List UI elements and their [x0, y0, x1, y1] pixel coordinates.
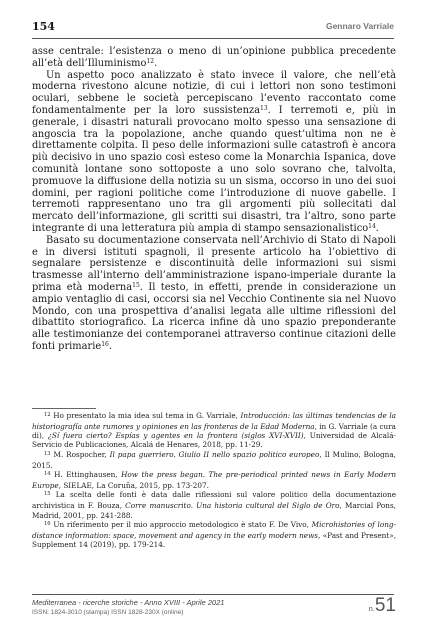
footnote-text: , Marcial Pons, Madrid, 2001, pp. 241-288. [32, 501, 396, 520]
main-text [32, 46, 396, 353]
journal-title: Mediterranea - ricerche storiche - Anno XVIII - Aprile 2021 [32, 598, 225, 607]
footnote-text: Un riferimento per il mio approccio metodologico è stato F. De Vivo, [53, 519, 312, 529]
footnote-title: Introducción: las últimas tendencias de la historiografía ante rumores y opiniones en las fronteras de la Edad Moderna [32, 411, 396, 432]
footer-rule [32, 594, 394, 595]
issn-line: ISSN: 1824-3010 (stampa) ISSN 1828-230X (online) [32, 609, 184, 616]
paragraph-2-text-a: Un aspetto poco analizzato è stato invece il valore, che nell’età moderna rivestono alcune notizie, di cui i lettori non sono testimoni oculari, sebbene le società percepiscano l’evento raccontato come fondamentalmente per la loro sussistenza [32, 69, 396, 116]
paragraph-2 [32, 70, 396, 235]
footnote-ref-15[interactable]: 15 [132, 281, 140, 289]
page-prefix: n. [368, 604, 375, 613]
footnote-15 [32, 490, 396, 519]
paragraph-3 [32, 235, 396, 353]
footnote-text: M. Rospocher, [53, 449, 110, 459]
footnote-text: , Universidad de Alcalá-Servicio de Publicaciones, Alcalá de Henares, 2018, pp. 11-29. [32, 431, 396, 450]
issue-page-number: 51 [374, 595, 396, 616]
page-header [32, 20, 394, 36]
footnote-12 [32, 411, 396, 450]
footnote-text: , SIELAE, La Coruña, 2015, pp. 173-207. [58, 481, 209, 491]
footnote-16 [32, 520, 396, 549]
paragraph-3-text-b: . Il testo, in effetti, prende in considerazione un ampio ventaglio di casi, occorsi sia nel Vecchio Continente sia nel Nuovo Mondo, con una prospettiva d’analisi legata alle ultime riflessioni del dibattito storiografico. La ricerca infine dà uno spazio preponderante alle testimonianze dei contemporanei attraverso continue citazioni delle fonti primarie [32, 281, 396, 352]
footnote-number: 13 [44, 450, 51, 457]
footnote-title: Corre manuscrito. Una historia cultural del Siglo de Oro [125, 501, 340, 511]
footnote-title: ¿Sí fuera cierto? Espías y agentes en la frontera (siglos XVI-XVII) [47, 431, 304, 441]
footnote-text: , in G. Varriale (a cura di), [32, 422, 397, 441]
header-rule [32, 38, 394, 39]
footnotes [32, 411, 396, 549]
footnote-text: , Il Mulino, Bologna, 2015. [32, 449, 396, 470]
paragraph-2-text-b: . I terremoti e, più in generale, i disastri naturali provocano molto spesso una sensazione di angoscia tra la popolazione, anche quando quest’ultima non ne è direttamente colpita. Il peso delle informazioni sulle catastrofi è ancora più decisivo in uno spazio così esteso come la Monarchia Ispanica, dove comunità lontane sono sottoposte a uno solo sovrano che, talvolta, promuove la diffusione della notizia su un sisma, occorso in uno dei suoi domini, per ragioni politiche come l’introduzione di nuove gabelle. I terremoti rappresentano uno tra gli argomenti più sollecitati dal mercato dell’informazione, gli scritti sui disastri, tra l’altro, sono parte integrante di una letteratura più ampia di stampo sensazionalistico [32, 104, 397, 234]
footnote-text: Ho presentato la mia idea sul tema in G. Varriale, [53, 411, 241, 420]
paragraph-1-end: . [154, 57, 158, 69]
footnote-ref-16[interactable]: 16 [101, 340, 109, 348]
footnote-ref-14[interactable]: 14 [368, 222, 376, 230]
footnote-13 [32, 450, 396, 470]
footnote-text: , «Past and Present», Supplement 14 (2019), pp. 179-214. [32, 530, 396, 550]
footnote-text: La scelta delle fonti è data dalle riflessioni sul valore politico della documentazione archivistica in F. Bouza, [32, 490, 396, 511]
paragraph-3-text-a: Basato su documentazione conservata nell’Archivio di Stato di Napoli e in diversi istituti spagnoli, il presente articolo ha l’obiettivo di segnalare persistenze e discontinuità delle informazioni sui sismi trasmesse all’interno dell’amministrazione ispano-imperiale durante la prima età moderna [32, 234, 396, 293]
footnote-title: Il papa guerriero. Giulio II nello spazio politico europeo [109, 449, 320, 459]
page-number: 154 [32, 20, 55, 33]
footnote-separator [32, 408, 96, 409]
paragraph-2-end: . [375, 222, 379, 234]
footnote-number: 15 [44, 491, 51, 498]
footnote-number: 12 [44, 412, 51, 418]
paragraph-1 [32, 46, 396, 70]
paragraph-1-text: asse centrale: l’esistenza o meno di un’opinione pubblica precedente all’età dell’Illuminismo [32, 46, 396, 69]
footnote-number: 16 [44, 520, 51, 527]
footnote-number: 14 [44, 470, 51, 477]
footnote-ref-12[interactable]: 12 [146, 57, 155, 65]
footnote-14 [32, 470, 396, 490]
footnote-text: H. Ettinghausen, [54, 469, 122, 479]
footer-page-number [369, 595, 396, 617]
footnote-title: Microhistories of long-distance information: space, movement and agency in the early modern news [32, 519, 396, 540]
footnote-title: How the press began. The pre-periodical printed news in Early Modern Europe [32, 469, 396, 491]
footnote-ref-13[interactable]: 13 [260, 104, 268, 112]
running-head-author: Gennaro Varriale [325, 21, 394, 31]
paragraph-3-end: . [108, 340, 112, 352]
